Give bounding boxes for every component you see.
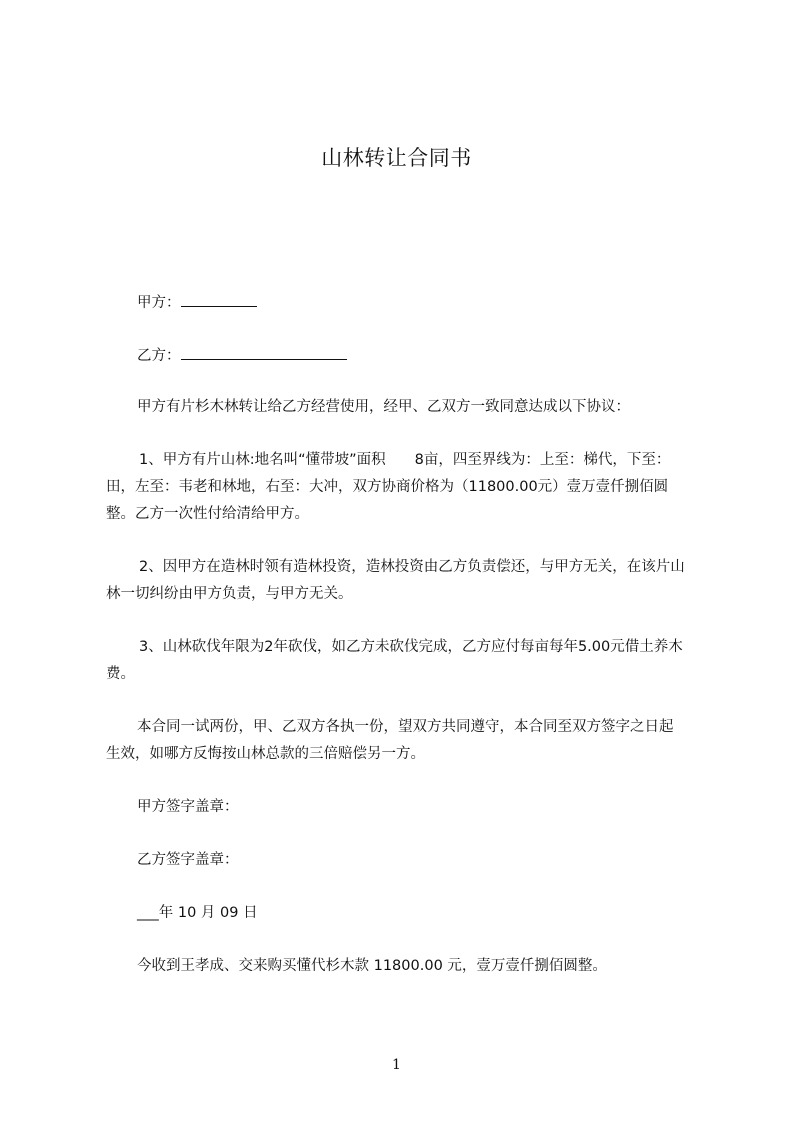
party-b-signature: 乙方签字盖章： <box>137 852 239 868</box>
party-a-blank <box>181 292 257 307</box>
clause-1: 1、甲方有片山林:地名叫“懂带坡”面积 8亩，四至界线为：上至：梯代，下至：田，左至：韦老和林地，右至：大冲，双方协商价格为（11800.00元）壹万壹仟捌佰圆整。乙方一次性付给清给甲方。 <box>106 452 671 522</box>
party-a-line <box>137 292 257 313</box>
party-b-blank <box>181 345 347 360</box>
date-text: 年 10 月 09 日 <box>158 905 258 921</box>
clause-3: 3、山林砍伐年限为2年砍伐，如乙方未砍伐完成，乙方应付每亩每年5.00元借土养木费。 <box>106 639 683 682</box>
receipt-line: 今收到王孝成、交来购买懂代杉木款 11800.00 元，壹万壹仟捌佰圆整。 <box>137 958 607 974</box>
party-a-label: 甲方： <box>137 295 181 311</box>
intro-paragraph: 甲方有片杉木林转让给乙方经营使用，经甲、乙双方一致同意达成以下协议： <box>137 399 630 415</box>
date-line <box>137 904 258 923</box>
clause-2: 2、因甲方在造林时领有造林投资，造林投资由乙方负责偿还，与甲方无关，在该片山林一切纠纷由甲方负责，与甲方无关。 <box>106 559 685 602</box>
party-b-line <box>137 345 347 366</box>
page-number: 1 <box>392 1057 401 1073</box>
party-b-label: 乙方： <box>137 348 181 364</box>
party-a-signature: 甲方签字盖章： <box>137 799 239 815</box>
document-title: 山林转让合同书 <box>321 146 472 170</box>
date-blank: ___ <box>137 905 159 921</box>
clause-4: 本合同一试两份，甲、乙双方各执一份，望双方共同遵守，本合同至双方签字之日起生效，如哪方反悔按山林总款的三倍赔偿另一方。 <box>106 719 674 762</box>
